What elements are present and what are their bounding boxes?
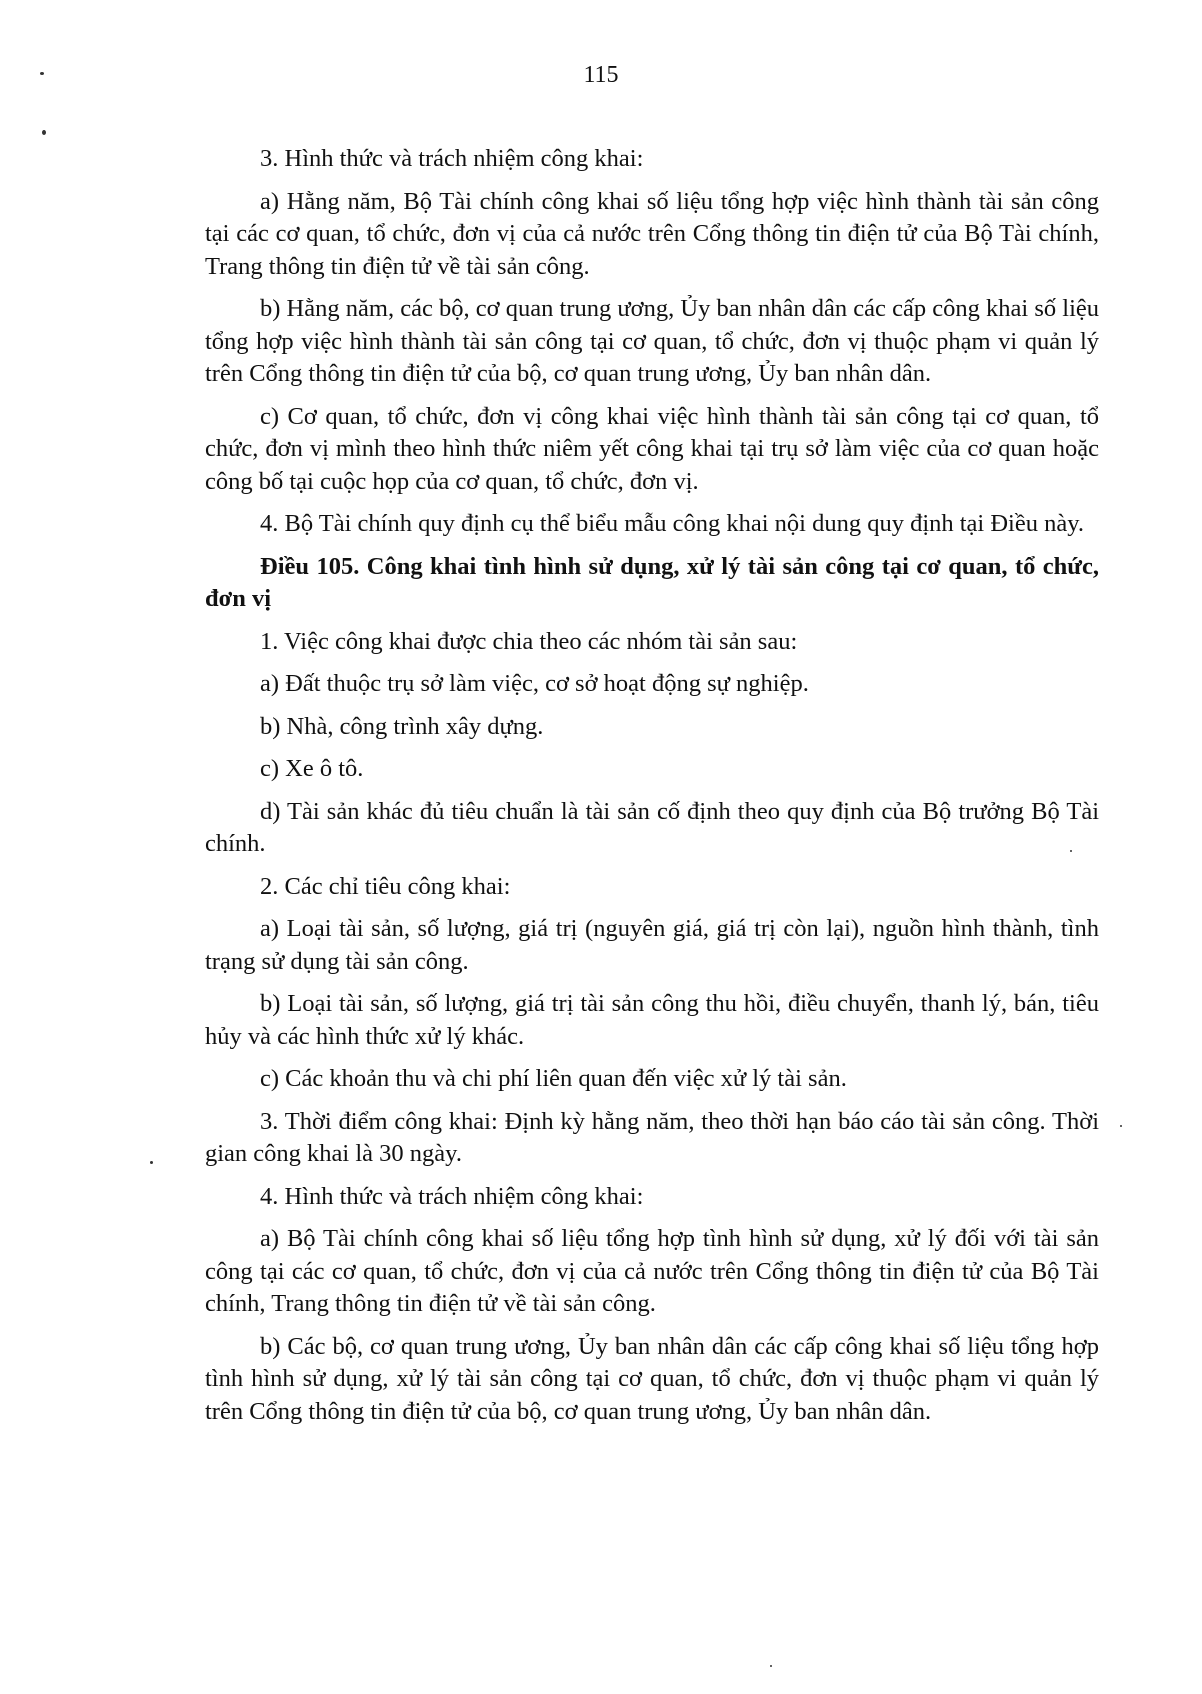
paragraph: 4. Bộ Tài chính quy định cụ thể biểu mẫu công khai nội dung quy định tại Điều này. bbox=[260, 510, 1085, 537]
article-heading: Điều 105. Công khai tình hình sử dụng, xử lý tài sản công tại cơ quan, tổ chức, đơn vị bbox=[205, 552, 1099, 612]
paragraph: a) Loại tài sản, số lượng, giá trị (nguyên giá, giá trị còn lại), nguồn hình thành, tình trạng sử dụng tài sản công. bbox=[205, 915, 1099, 975]
paragraph: c) Xe ô tô. bbox=[260, 755, 364, 782]
paragraph: a) Hằng năm, Bộ Tài chính công khai số liệu tổng hợp việc hình thành tài sản công tại các cơ quan, tổ chức, đơn vị của cả nước trên Cổng thông tin điện tử của Bộ Tài chính, Trang thông tin điện tử về tài sản công. bbox=[205, 187, 1099, 280]
scan-speck bbox=[150, 1161, 153, 1164]
paragraph: 4. Hình thức và trách nhiệm công khai: bbox=[260, 1182, 644, 1210]
scan-speck bbox=[770, 1665, 772, 1667]
scan-speck bbox=[42, 130, 46, 135]
body-text bbox=[205, 143, 1099, 1438]
paragraph: b) Loại tài sản, số lượng, giá trị tài sản công thu hồi, điều chuyển, thanh lý, bán, tiêu hủy và các hình thức xử lý khác. bbox=[205, 990, 1099, 1050]
paragraph: 3. Thời điểm công khai: Định kỳ hằng năm, theo thời hạn báo cáo tài sản công. Thời gian công khai là 30 ngày. bbox=[205, 1107, 1099, 1167]
paragraph: 3. Hình thức và trách nhiệm công khai: bbox=[260, 145, 644, 172]
paragraph: 2. Các chỉ tiêu công khai: bbox=[260, 872, 511, 900]
paragraph: a) Bộ Tài chính công khai số liệu tổng hợp tình hình sử dụng, xử lý đối với tài sản công tại các cơ quan, tổ chức, đơn vị của cả nước trên Cổng thông tin điện tử của Bộ Tài chính, Trang thông tin điện tử về tài sản công. bbox=[205, 1225, 1099, 1317]
paragraph: b) Các bộ, cơ quan trung ương, Ủy ban nhân dân các cấp công khai số liệu tổng hợp tình hình sử dụng, xử lý tài sản công tại cơ quan, tổ chức, đơn vị thuộc phạm vi quản lý trên Cổng thông tin điện tử của bộ, cơ quan trung ương, Ủy ban nhân dân. bbox=[205, 1332, 1099, 1425]
scan-speck bbox=[1120, 1125, 1122, 1127]
paragraph: b) Hằng năm, các bộ, cơ quan trung ương, Ủy ban nhân dân các cấp công khai số liệu tổng hợp việc hình thành tài sản công tại cơ quan, tổ chức, đơn vị thuộc phạm vi quản lý trên Cổng thông tin điện tử của bộ, cơ quan trung ương, Ủy ban nhân dân. bbox=[205, 295, 1099, 387]
paragraph: b) Nhà, công trình xây dựng. bbox=[260, 712, 544, 740]
paragraph: c) Cơ quan, tổ chức, đơn vị công khai việc hình thành tài sản công tại cơ quan, tổ chức, đơn vị mình theo hình thức niêm yết công khai tại trụ sở làm việc của cơ quan hoặc công bố tại cuộc họp của cơ quan, tổ chức, đơn vị. bbox=[205, 402, 1099, 495]
scan-speck bbox=[40, 72, 44, 75]
paragraph: 1. Việc công khai được chia theo các nhóm tài sản sau: bbox=[260, 627, 798, 655]
paragraph: d) Tài sản khác đủ tiêu chuẩn là tài sản cố định theo quy định của Bộ trưởng Bộ Tài chính. bbox=[205, 797, 1099, 857]
page-number: 115 bbox=[583, 62, 619, 88]
paragraph: c) Các khoản thu và chi phí liên quan đến việc xử lý tài sản. bbox=[260, 1065, 847, 1092]
scan-speck bbox=[1070, 850, 1072, 852]
paragraph: a) Đất thuộc trụ sở làm việc, cơ sở hoạt động sự nghiệp. bbox=[260, 670, 809, 697]
